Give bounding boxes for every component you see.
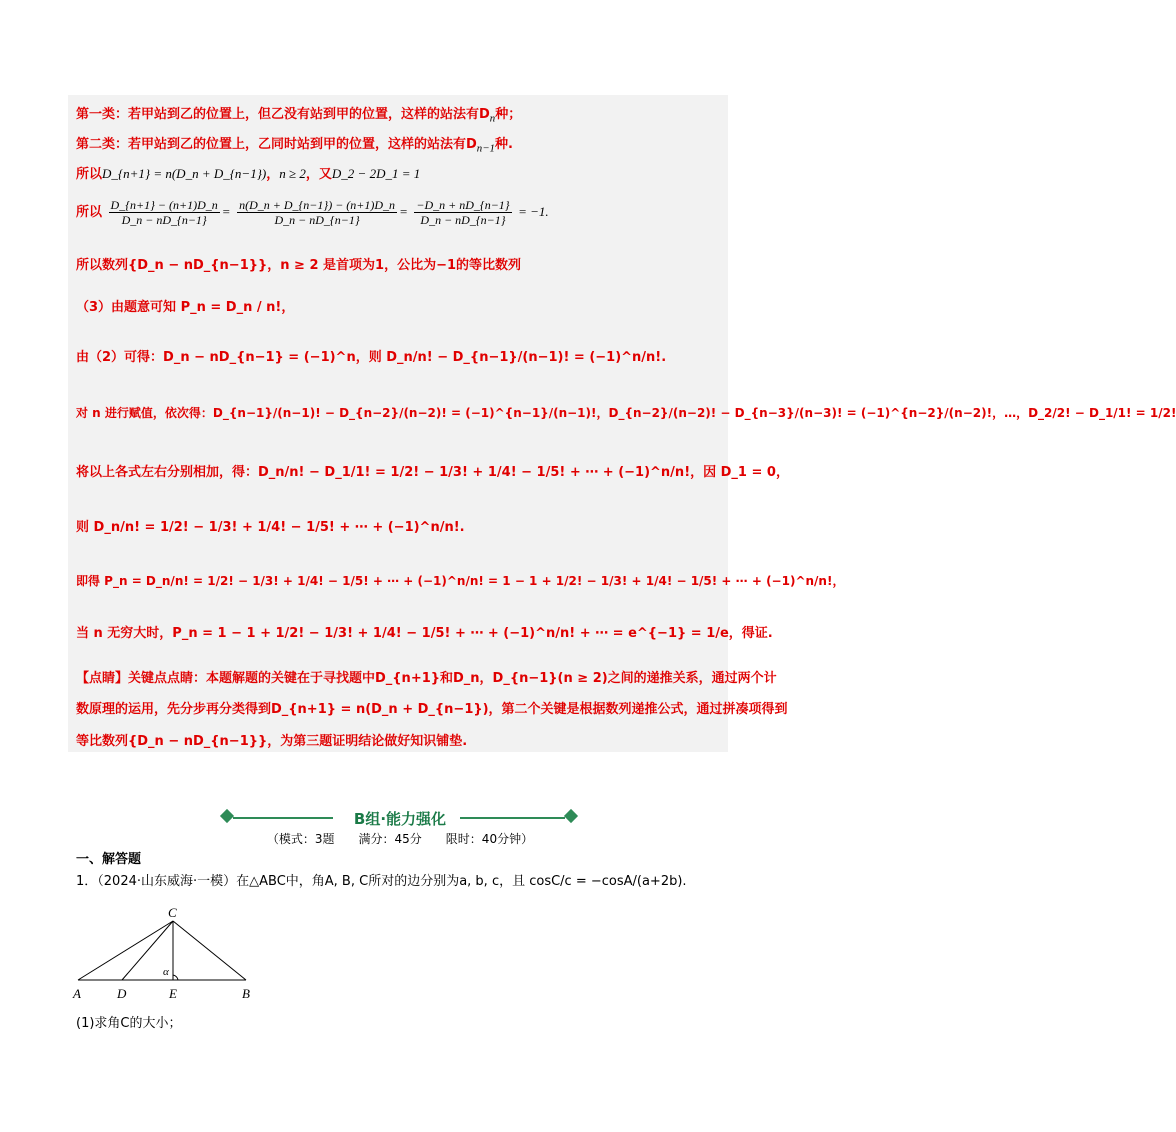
solution-line-5: 所以数列{D_n − nD_{n−1}}，n ≥ 2 是首项为1，公比为−1的等比数列: [76, 258, 522, 273]
label-e: E: [169, 986, 177, 1001]
key-point-line-2: 数原理的运用，先分步再分类得到D_{n+1} = n(D_n + D_{n−1})，第二个关键是根据数列递推公式，通过拼凑项得到: [76, 702, 788, 717]
label-b: B: [242, 986, 250, 1001]
diamond-icon: [564, 809, 578, 823]
section-heading: 一、解答题: [76, 852, 142, 867]
solution-line-6: （3）由题意可知 P_n = D_n / n!，: [76, 300, 295, 315]
fraction-2: $\frac{n(D\_n + D\_\{n-1\}) - (n+1)D\_n}{D\_n - nD\_\{n-1\}}$: [239, 198, 396, 227]
solution-line-12: 当 n 无穷大时，P_n = 1 − 1 + 1/2! − 1/3! + 1/4! − 1/5! + ⋯ + (−1)^n/n! + ⋯ = e^{−1} = 1/e，得证.: [76, 626, 773, 641]
solution-line-4: 所以 $\frac{D\_\{n+1\} - (n+1)D\_n}{D\_n - nD\_\{n-1\}}$ = $\frac{n(D\_n + D\_\{n-1\}) - (n+1)D\_n}{D\_n - nD\_\{n-1\}}$ = $\frac{-D\_n + nD\_\{n-1\}}{D\_n - nD\_\{n-1\}}$ = −1.: [76, 198, 549, 227]
segment-ac: [78, 921, 173, 980]
key-point-line-3: 等比数列{D_n − nD_{n−1}}，为第三题证明结论做好知识铺垫.: [76, 734, 468, 749]
label-d: D: [117, 986, 127, 1001]
question-1: 1．（2024·山东威海·一模）在△ABC中，角A, B, C所对的边分别为a, b, c，且 cosC/c = −cosA/(a+2b).: [76, 874, 687, 889]
solution-line-2: 第二类：若甲站到乙的位置上，乙同时站到甲的位置，这样的站法有$D_{n-1}$种.: [76, 137, 513, 155]
solution-line-9: 将以上各式左右分别相加，得：D_n/n! − D_1/1! = 1/2! − 1/3! + 1/4! − 1/5! + ⋯ + (−1)^n/n!，因 D_1 = 0，: [76, 465, 789, 480]
fraction-1: $\frac{D\_\{n+1\} - (n+1)D\_n}{D\_n - nD\_\{n-1\}}$: [110, 198, 218, 227]
solution-line-3: 所以D_{n+1} = n(D_n + D_{n−1})，n ≥ 2，又D_2 − 2D_1 = 1: [76, 166, 421, 182]
label-alpha: α: [163, 966, 169, 978]
fraction-3: $\frac{-D\_n + nD\_\{n-1\}}{D\_n - nD\_\{n-1\}}$: [416, 198, 510, 227]
label-c: C: [168, 905, 177, 920]
section-banner: [0, 808, 800, 828]
solution-line-10: 则 D_n/n! = 1/2! − 1/3! + 1/4! − 1/5! + ⋯ + (−1)^n/n!.: [76, 520, 465, 535]
triangle-figure: [70, 905, 270, 1005]
diamond-icon: [220, 809, 234, 823]
solution-line-11: 即得 P_n = D_n/n! = 1/2! − 1/3! + 1/4! − 1/5! + ⋯ + (−1)^n/n! = 1 − 1 + 1/2! − 1/3! + 1/4! − 1/5! + ⋯ + (−1)^n/n!，: [76, 574, 845, 588]
banner-rule: [460, 817, 565, 819]
label-a: A: [73, 986, 81, 1001]
solution-panel: [68, 95, 728, 752]
segment-bc: [173, 921, 246, 980]
solution-line-8: 对 n 进行赋值，依次得：D_{n−1}/(n−1)! − D_{n−2}/(n−2)! = (−1)^{n−1}/(n−1)!，D_{n−2}/(n−2)! − D_{n−3}/(n−3)! = (−1)^{n−2}/(n−2)!，…，D_2/2! − D_1/1! = 1/2!: [76, 406, 1176, 420]
banner-rule: [233, 817, 333, 819]
key-point-line-1: 【点睛】关键点点睛：本题解题的关键在于寻找题中D_{n+1}和D_n，D_{n−1}(n ≥ 2)之间的递推关系，通过两个计: [76, 671, 777, 686]
exam-mode-info: （模式：3题 满分：45分 限时：40分钟）: [266, 832, 534, 846]
solution-line-1: 第一类：若甲站到乙的位置上，但乙没有站到甲的位置，这样的站法有$D_n$种；: [76, 107, 522, 125]
angle-arc: [173, 975, 178, 980]
question-1-part-1: (1)求角C的大小；: [76, 1016, 182, 1031]
solution-line-7: 由（2）可得：D_n − nD_{n−1} = (−1)^n，则 D_n/n! − D_{n−1}/(n−1)! = (−1)^n/n!.: [76, 350, 667, 365]
banner-title: B组·能力强化: [353, 810, 447, 828]
